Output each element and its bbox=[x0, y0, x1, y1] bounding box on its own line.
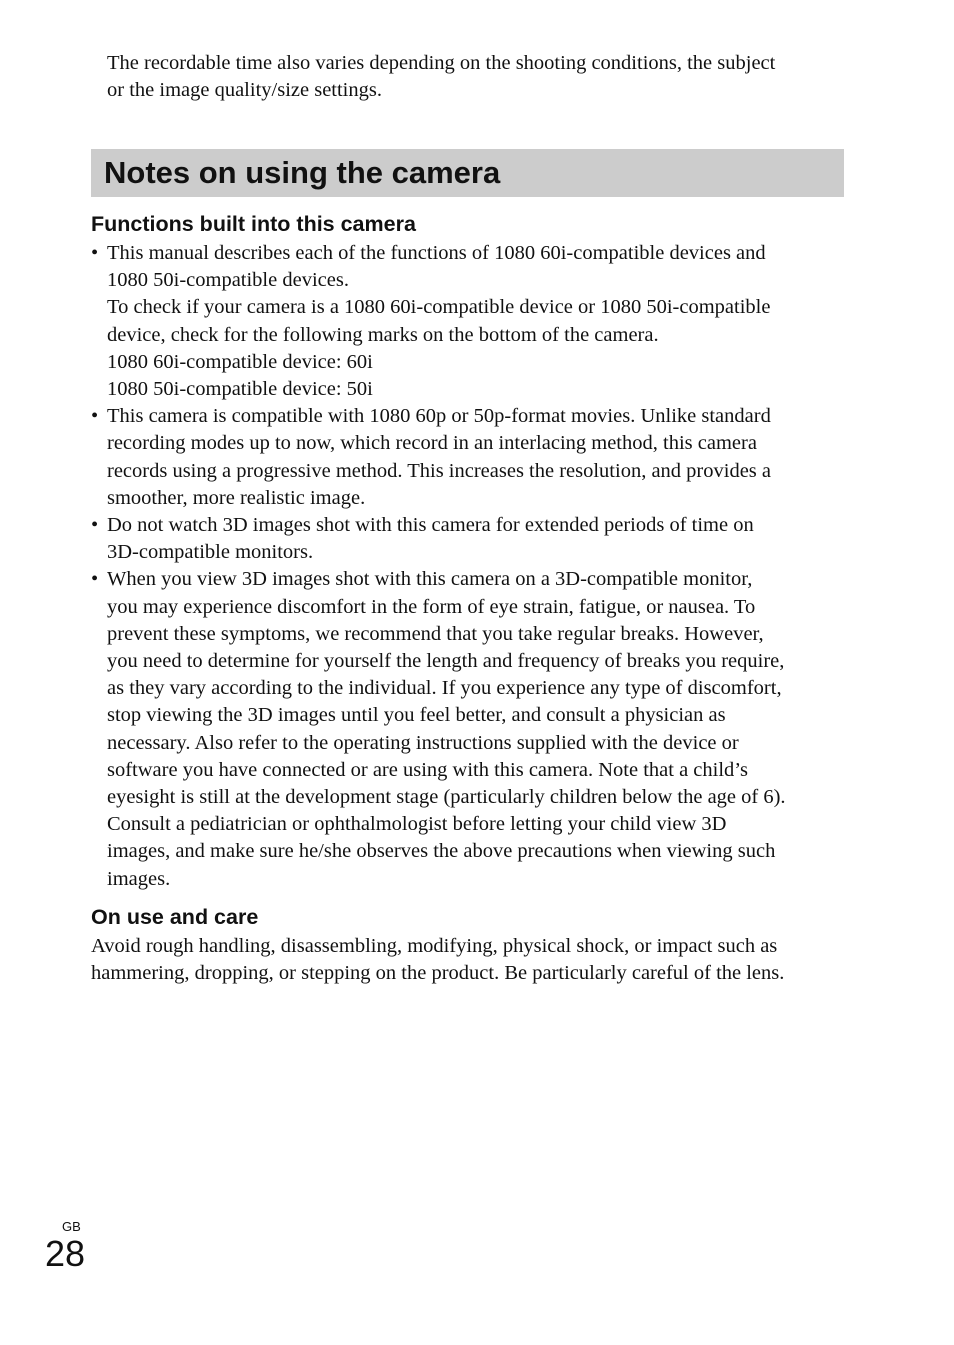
bullet-line: 1080 60i-compatible device: 60i bbox=[107, 350, 373, 373]
bullet-line: 1080 50i-compatible device: 50i bbox=[107, 378, 373, 401]
bullet-item bbox=[91, 512, 851, 566]
bullet-item bbox=[91, 240, 851, 403]
bullet-line: images, and make sure he/she observes the above precautions when viewing such bbox=[107, 840, 776, 863]
bullet-line: 3D-compatible monitors. bbox=[107, 541, 314, 564]
bullet-line: This manual describes each of the functions of 1080 60i-compatible devices and bbox=[107, 242, 766, 264]
care-line: hammering, dropping, or stepping on the product. Be particularly careful of the lens. bbox=[91, 962, 785, 985]
bullet-line: necessary. Also refer to the operating instructions supplied with the device or bbox=[107, 731, 739, 754]
bullet-line: software you have connected or are using with this camera. Note that a child’s bbox=[107, 758, 748, 781]
section-header-bar bbox=[91, 149, 844, 197]
bullet-line: prevent these symptoms, we recommend that you take regular breaks. However, bbox=[107, 622, 764, 645]
bullet-line: you may experience discomfort in the form of eye strain, fatigue, or nausea. To bbox=[107, 595, 756, 618]
bullet-line: Do not watch 3D images shot with this camera for extended periods of time on bbox=[107, 514, 754, 537]
bullet-line: stop viewing the 3D images until you feel better, and consult a physician as bbox=[107, 704, 726, 727]
care-line: Avoid rough handling, disassembling, modifying, physical shock, or impact such as bbox=[91, 935, 778, 957]
intro-line: The recordable time also varies depending on the shooting conditions, the subject bbox=[107, 52, 776, 74]
bullet-marker: • bbox=[91, 514, 99, 537]
bullet-marker: • bbox=[91, 405, 99, 428]
bullet-line: 1080 50i-compatible devices. bbox=[107, 269, 349, 292]
bullet-line: To check if your camera is a 1080 60i-compatible device or 1080 50i-compatible bbox=[107, 296, 771, 319]
intro-line: or the image quality/size settings. bbox=[107, 79, 382, 101]
bullet-item bbox=[91, 403, 851, 512]
care-heading: On use and care bbox=[91, 905, 259, 929]
bullet-line: eyesight is still at the development stage (particularly children below the age of 6). bbox=[107, 786, 786, 809]
bullet-marker: • bbox=[91, 242, 99, 264]
bullet-line: records using a progressive method. This increases the resolution, and provides a bbox=[107, 459, 771, 482]
bullet-line: Consult a pediatrician or ophthalmologist before letting your child view 3D bbox=[107, 813, 727, 836]
bullet-line: recording modes up to now, which record in an interlacing method, this camera bbox=[107, 432, 757, 455]
functions-bullet-list bbox=[91, 240, 851, 893]
care-paragraph bbox=[91, 933, 861, 987]
bullet-line: This camera is compatible with 1080 60p or 50p-format movies. Unlike standard bbox=[107, 405, 771, 428]
bullet-line: smoother, more realistic image. bbox=[107, 486, 366, 509]
bullet-line: as they vary according to the individual. If you experience any type of discomfort, bbox=[107, 677, 782, 700]
bullet-marker: • bbox=[91, 568, 99, 591]
functions-heading: Functions built into this camera bbox=[91, 212, 416, 236]
page-number: 28 bbox=[45, 1233, 86, 1274]
bullet-item bbox=[91, 566, 851, 892]
region-code: GB bbox=[62, 1219, 81, 1234]
bullet-line: device, check for the following marks on the bottom of the camera. bbox=[107, 323, 659, 346]
bullet-line: When you view 3D images shot with this camera on a 3D-compatible monitor, bbox=[107, 568, 753, 591]
bullet-line: you need to determine for yourself the length and frequency of breaks you require, bbox=[107, 650, 785, 673]
bullet-line: images. bbox=[107, 867, 171, 890]
intro-paragraph bbox=[107, 50, 857, 104]
section-title: Notes on using the camera bbox=[104, 155, 501, 190]
